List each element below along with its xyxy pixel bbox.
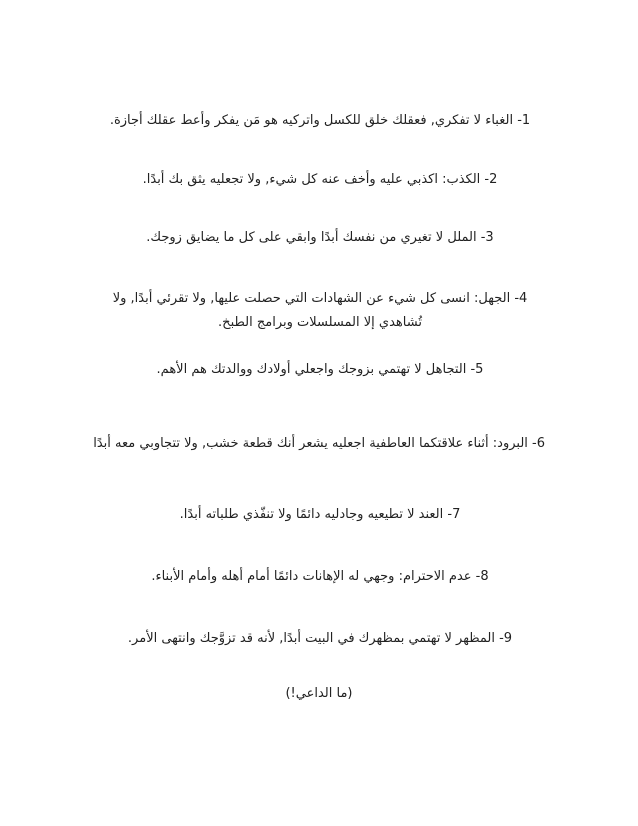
list-item: 1- الغباء لا تفكري, فعقلك خلق للكسل واتركيه هو مَن يفكر وأعط عقلك أجازة. [109,113,531,128]
list-item: 5- التجاهل لا تهتمي بزوجك واجعلي أولادك ووالدتك هم الأهم. [156,362,484,377]
list-item: 8- عدم الاحترام: وجهي له الإهانات دائمًا أمام أهله وأمام الأبناء. [151,569,489,584]
list-item: 6- البرود: أثناء علاقتكما العاطفية اجعليه يشعر أنك قطعة خشب, ولا تتجاوبي معه أبدًا [93,436,545,451]
list-item: 9- المظهر لا تهتمي بمظهرك في البيت أبدًا, لأنه قد تزوَّجك وانتهى الأمر. [127,631,513,646]
list-item: 2- الكذب: اكذبي عليه وأخف عنه كل شيء, ولا تجعليه يثق بك أبدًا. [142,172,498,187]
list-item: 3- الملل لا تغيري من نفسك أبدًا وابقي على كل ما يضايق زوجك. [146,230,494,245]
list-item: 4- الجهل: انسى كل شيء عن الشهادات التي حصلت عليها, ولا تقرئي أبدًا, ولا تُشاهدي إلا المسلسلات وبرامج الطبخ. [112,291,528,330]
closing-note: (ما الداعي!) [285,686,353,701]
list-item: 7- العند لا تطيعيه وجادليه دائمًا ولا تنفّذي طلباته أبدًا. [179,507,461,522]
